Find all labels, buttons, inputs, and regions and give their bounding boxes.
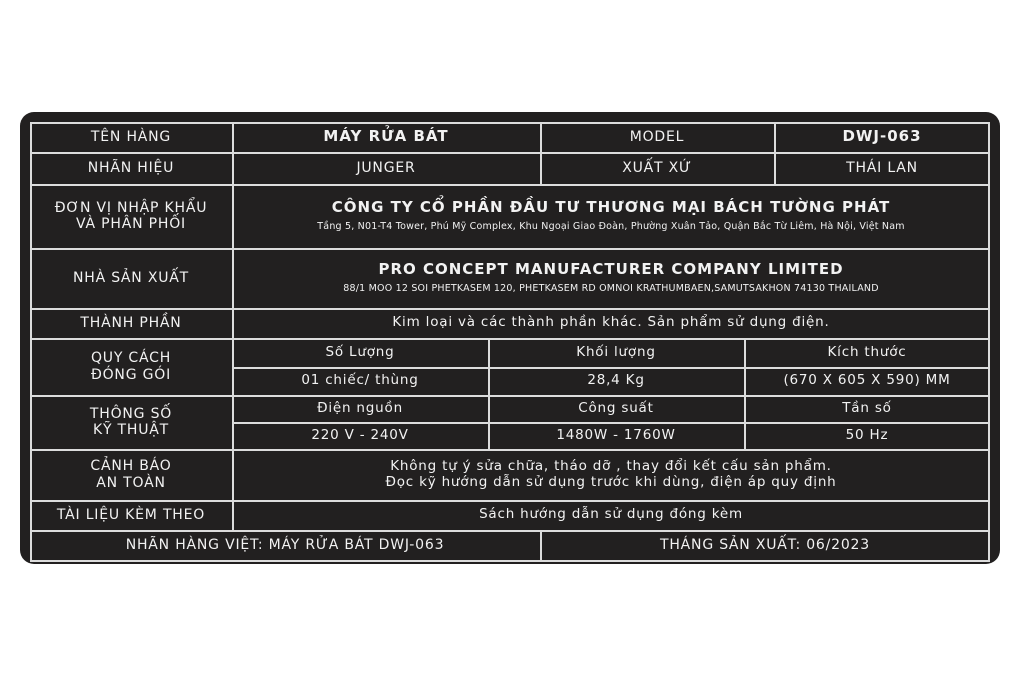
specs-voltage-value: 220 V - 240V <box>311 426 409 443</box>
manufacturer-info <box>232 248 990 308</box>
vietnam-label-text: NHÃN HÀNG VIỆT: MÁY RỬA BÁT DWJ-063 <box>125 536 445 553</box>
safety-warning-line2: Đọc kỹ hướng dẫn sử dụng trước khi dùng, điện áp quy định <box>385 473 837 490</box>
composition-value: Kim loại và các thành phần khác. Sản phẩm sử dụng điện. <box>392 314 830 331</box>
manufacture-date: THÁNG SẢN XUẤT: 06/2023 <box>660 536 870 553</box>
product-name-value: MÁY RỬA BÁT <box>323 127 449 146</box>
packing-size-value: (670 X 605 X 590) MM <box>783 372 951 389</box>
importer-label-line2: VÀ PHÂN PHỐI <box>76 216 186 232</box>
specs-power-header: Công suất <box>578 399 654 416</box>
packing-label <box>30 338 232 395</box>
documents-label: TÀI LIỆU KÈM THEO <box>56 506 206 523</box>
origin-label: XUẤT XỨ <box>622 159 692 176</box>
packing-quantity-value: 01 chiếc/ thùng <box>301 372 419 389</box>
manufacturer-company: PRO CONCEPT MANUFACTURER COMPANY LIMITED <box>378 260 844 279</box>
safety-label-line2: AN TOÀN <box>96 474 166 491</box>
safety-label <box>30 449 232 500</box>
packing-label-line2: ĐÓNG GÓI <box>90 366 172 383</box>
packing-label-line1: QUY CÁCH <box>90 350 172 367</box>
specs-voltage-header: Điện nguồn <box>317 399 403 416</box>
manufacturer-label: NHÀ SẢN XUẤT <box>73 269 189 286</box>
label-table <box>30 122 990 554</box>
specs-frequency-header: Tần số <box>842 399 892 416</box>
safety-label-line1: CẢNH BÁO <box>90 458 172 475</box>
table-border-bottom <box>30 560 990 562</box>
importer-address: Tầng 5, N01-T4 Tower, Phú Mỹ Complex, Khu Ngoại Giao Đoàn, Phường Xuân Tảo, Quận Bắc Từ Liêm, Hà Nội, Việt Nam <box>317 220 905 232</box>
model-value: DWJ-063 <box>842 127 922 146</box>
specs-label <box>30 395 232 449</box>
specs-label-line2: KỸ THUẬT <box>92 422 170 438</box>
brand-label: NHÃN HIỆU <box>87 159 175 176</box>
product-name-label: TÊN HÀNG <box>90 128 172 145</box>
brand-value: JUNGER <box>356 159 416 176</box>
documents-value: Sách hướng dẫn sử dụng đóng kèm <box>479 506 743 523</box>
product-label-card <box>20 112 1000 564</box>
packing-quantity-header: Số Lượng <box>325 343 395 360</box>
importer-info <box>232 184 990 248</box>
safety-warning-line1: Không tự ý sửa chữa, tháo dỡ , thay đổi kết cấu sản phẩm. <box>390 457 832 474</box>
composition-label: THÀNH PHẦN <box>80 314 182 331</box>
importer-label-line1: ĐƠN VỊ NHẬP KHẨU <box>54 199 208 216</box>
specs-frequency-value: 50 Hz <box>845 426 889 443</box>
origin-value: THÁI LAN <box>846 159 918 176</box>
importer-label <box>30 184 232 248</box>
specs-label-line1: THÔNG SỐ <box>89 405 173 422</box>
safety-warning <box>232 449 990 500</box>
specs-power-value: 1480W - 1760W <box>556 426 676 443</box>
model-label: MODEL <box>629 128 685 145</box>
manufacturer-address: 88/1 MOO 12 SOI PHETKASEM 120, PHETKASEM RD OMNOI KRATHUMBAEN,SAMUTSAKHON 74130 THAILAND <box>343 282 879 294</box>
importer-company: CÔNG TY CỔ PHẦN ĐẦU TƯ THƯƠNG MẠI BÁCH TƯỜNG PHÁT <box>331 198 891 217</box>
packing-size-header: Kích thước <box>827 343 907 360</box>
packing-weight-header: Khối lượng <box>576 343 656 360</box>
packing-weight-value: 28,4 Kg <box>587 372 645 389</box>
